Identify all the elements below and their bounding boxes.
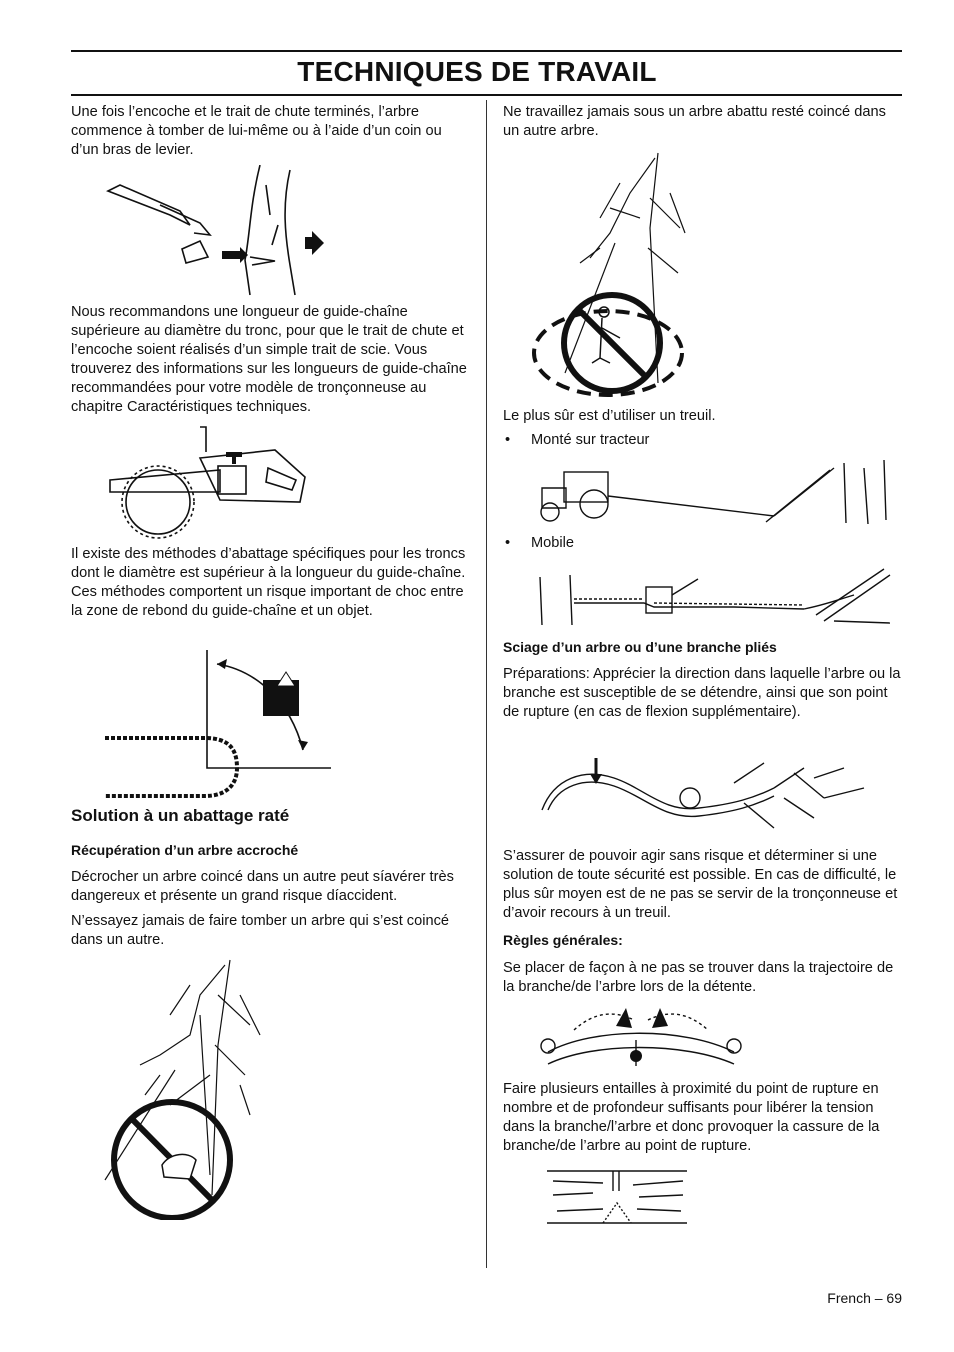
paragraph-bar-length: Nous recommandons une longueur de guide-chaîne supérieure au diamètre du tronc, pour que le trait de chute et l’encoche soient réalisés d’un simple trait de scie. Vous trouverez des informations sur les longueurs de guide-chaîne recommandées pour votre modèle de tronçonneuse au chapitre Caractéristiques techniques. [71,304,467,415]
paragraph-felling-start: Une fois l’encoche et le trait de chute terminés, l’arbre commence à tomber de lui-même ou à l’aide d’un coin ou d’un bras de levier. [71,104,442,158]
bent-branch-illustration [534,758,879,843]
tension-branch-illustration [534,1002,746,1074]
chainsaw-log-illustration [100,422,310,540]
tractor-winch-illustration [534,458,896,530]
paragraph-preparations: Préparations: Apprécier la direction dans laquelle l’arbre ou la branche est susceptible de se détendre, ainsi que son point de rupture (en cas de flexion supplémentaire). [503,666,901,720]
subsection-title-bent-tree: Sciage d’un arbre ou d’une branche pliés [503,639,777,655]
bullet-mobile-winch: • Mobile [505,535,574,551]
paragraph-use-winch: Le plus sûr est d’utiliser un treuil. [503,408,716,424]
page-footer-label: French – 69 [827,1290,902,1306]
paragraph-multiple-cuts: Faire plusieurs entailles à proximité du point de rupture en nombre et de profondeur suffisants pour libérer la tension dans la branche/l’arbre et donc provoquer la cassure de la branche/de l’arbre au point de rupture. [503,1081,880,1154]
subsection-title-hung-tree: Récupération d’un arbre accroché [71,842,299,858]
paragraph-never-work-under: Ne travaillez jamais sous un arbre abattu resté coincé dans un autre arbre. [503,104,886,139]
column-divider [486,100,487,1268]
bullet-tractor-winch: • Monté sur tracteur [505,432,650,448]
multiple-cuts-illustration [543,1163,691,1231]
wedge-lever-illustration [100,165,340,300]
paragraph-large-diameter: Il existe des méthodes d’abattage spécifiques pour les troncs dont le diamètre est supérieur à la longueur du guide-chaîne. Ces méthodes comportent un risque important de choc entre la zone de rebond du guide-chaîne et un objet. [71,546,466,619]
paragraph-never-fell-hung-tree: N’essayez jamais de faire tomber un arbre qui s’est coincé dans un autre. [71,913,449,948]
prohibited-work-under-tree-illustration [530,148,690,398]
subsection-title-general-rules: Règles générales: [503,932,623,948]
header-rule-bottom [71,94,902,96]
paragraph-hung-tree-danger: Décrocher un arbre coincé dans un autre peut síavérer très dangereux et présente un grand risque díaccident. [71,869,454,904]
section-title-failed-felling: Solution à un abattage raté [71,806,290,825]
header-rule-top [71,50,902,52]
paragraph-position-rule: Se placer de façon à ne pas se trouver dans la trajectoire de la branche/de l’arbre lors de la détente. [503,960,894,995]
paragraph-ensure-safety: S’assurer de pouvoir agir sans risque et déterminer si une solution de toute sécurité est possible. En cas de difficulté, le plus sûr moyen est de ne pas se servir de la tronçonneuse et d’avoir recours à un treuil. [503,848,898,921]
prohibited-hung-tree-illustration [100,955,270,1220]
page-title: TECHNIQUES DE TRAVAIL [297,56,657,87]
kickback-zone-illustration [105,650,335,800]
mobile-winch-illustration [534,565,896,635]
